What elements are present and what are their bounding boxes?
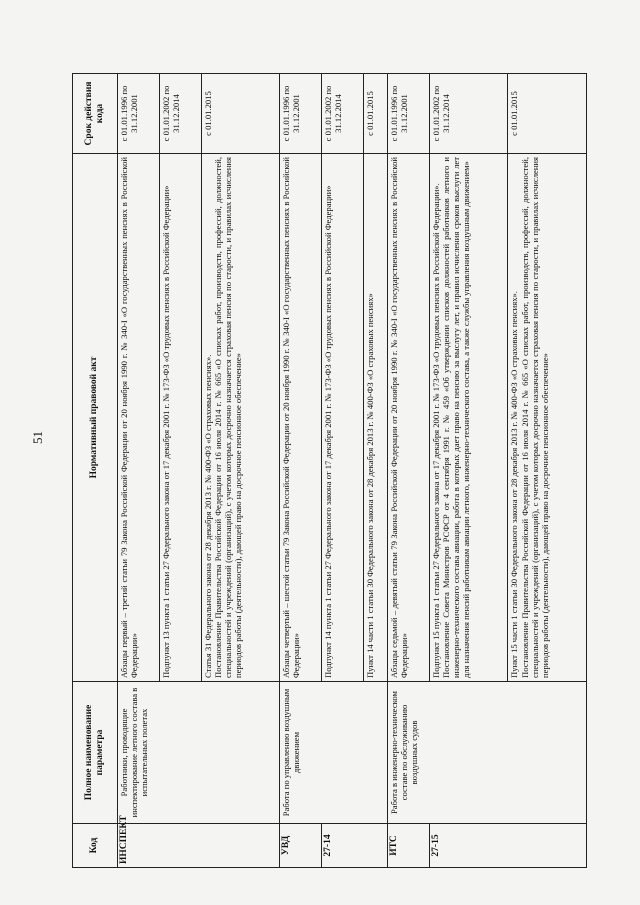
table-row xyxy=(117,74,159,868)
act-paragraph: Статья 31 Федерального закона от 28 декабря 2013 г. № 400-ФЗ «О страховых пенсиях». xyxy=(202,354,213,678)
act-paragraph: Постановление Правительства Российской Федерации от 16 июля 2014 г. № 665 «О списках работ, производств, профессий, должностей, специальностей и учреждений (организаций), с учетом которых досрочно назначается страховая пенсия по старости, и правилах исчисления периодов работы (деятельности), дающей право на досрочное пенсионное обеспечение» xyxy=(519,157,550,678)
code-cell: 27-15 xyxy=(429,824,586,868)
header-param: Полное наименование параметра xyxy=(73,682,118,824)
term-cell: с 01.01.2015 xyxy=(201,74,280,154)
term-cell: с 01.01.2002 по 31.12.2014 xyxy=(429,74,508,154)
rotated-table-container xyxy=(72,73,587,868)
codes-table xyxy=(72,73,587,868)
header-code: Код xyxy=(73,824,118,868)
act-cell: Подпункт 13 пункта 1 статьи 27 Федерального закона от 17 декабря 2001 г. № 173-ФЗ «О трудовых пенсиях в Российской Федерации» xyxy=(159,154,201,682)
term-cell: с 01.01.1996 по 31.12.2001 xyxy=(387,74,429,154)
term-cell: с 01.01.1996 по 31.12.2001 xyxy=(117,74,159,154)
act-paragraph: Постановление Правительства Российской Федерации от 16 июля 2014 г. № 665 «О списках работ, производств, профессий, должностей, специальностей и учреждений (организаций), с учетом которых досрочно назначается страховая пенсия по старости, и правилах исчисления периодов работы (деятельности), дающей право на досрочное пенсионное обеспечение» xyxy=(212,157,244,678)
term-cell: с 01.01.2015 xyxy=(364,74,388,154)
act-cell: Абзацы первый – третий статьи 79 Закона Российской Федерации от 20 ноября 1990 г. № 340-I «О государственных пенсиях в Российской Федерации» xyxy=(117,154,159,682)
act-cell: Пункт 14 части 1 статьи 30 Федерального закона от 28 декабря 2013 г. № 400-ФЗ «О страховых пенсиях» xyxy=(364,154,388,682)
act-cell xyxy=(508,154,587,682)
param-cell: Работники, проводящие инспектирование летного состава в испытательных полетах xyxy=(117,682,279,824)
act-cell: Абзацы четвертый – шестой статьи 79 Закона Российской Федерации от 20 ноября 1990 г. № 340-I «О государственных пенсиях в Российской Федерации» xyxy=(280,154,322,682)
page-number: 51 xyxy=(30,431,45,444)
header-act: Нормативный правовой акт xyxy=(73,154,118,682)
term-cell: с 01.01.1996 по 31.12.2001 xyxy=(280,74,322,154)
act-paragraph: Постановление Совета Министров РСФСР от 4 сентября 1991 г. № 459 «Об утверждении списков должностей работников летного и инженерно-технического состава авиации, работа в которых дает право на пенсию за выслугу лет, и правил исчисления сроков выслуги лет для назначения пенсий работникам авиации летного, инженерно-технического состава, а также службы управления воздушным движением» xyxy=(441,157,472,678)
table-row xyxy=(387,74,429,868)
param-cell: Работа в инженерно-техническом составе по обслуживанию воздушных судов xyxy=(387,682,586,824)
code-cell: ИТС xyxy=(387,824,429,868)
param-cell: Работа по управлению воздушным движением xyxy=(280,682,388,824)
header-term: Срок действия кода xyxy=(73,74,118,154)
table-row xyxy=(280,74,322,868)
act-cell xyxy=(429,154,508,682)
code-cell: ИНСПЕКТ xyxy=(117,824,279,868)
term-cell: с 01.01.2002 по 31.12.2014 xyxy=(322,74,364,154)
code-cell: УВД xyxy=(280,824,322,868)
header-row xyxy=(73,74,118,868)
term-cell: с 01.01.2002 по 31.12.2014 xyxy=(159,74,201,154)
act-cell: Подпункт 14 пункта 1 статьи 27 Федерального закона от 17 декабря 2001 г. № 173-ФЗ «О трудовых пенсиях в Российской Федерации» xyxy=(322,154,364,682)
act-paragraph: Подпункт 15 пункта 1 статьи 27 Федерального закона от 17 декабря 2001 г. № 173-ФЗ «О трудовых пенсиях в Российской Федерации». xyxy=(430,183,441,678)
term-cell: с 01.01.2015 xyxy=(508,74,587,154)
act-cell: Абзацы седьмой – девятый статьи 79 Закона Российской Федерации от 20 ноября 1990 г. № 340-I «О государственных пенсиях в Российской Федерации» xyxy=(387,154,429,682)
act-cell xyxy=(201,154,280,682)
act-paragraph: Пункт 15 части 1 статьи 30 Федерального закона от 28 декабря 2013 г. № 400-ФЗ «О страховых пенсиях». xyxy=(509,291,520,678)
code-cell: 27-14 xyxy=(322,824,388,868)
